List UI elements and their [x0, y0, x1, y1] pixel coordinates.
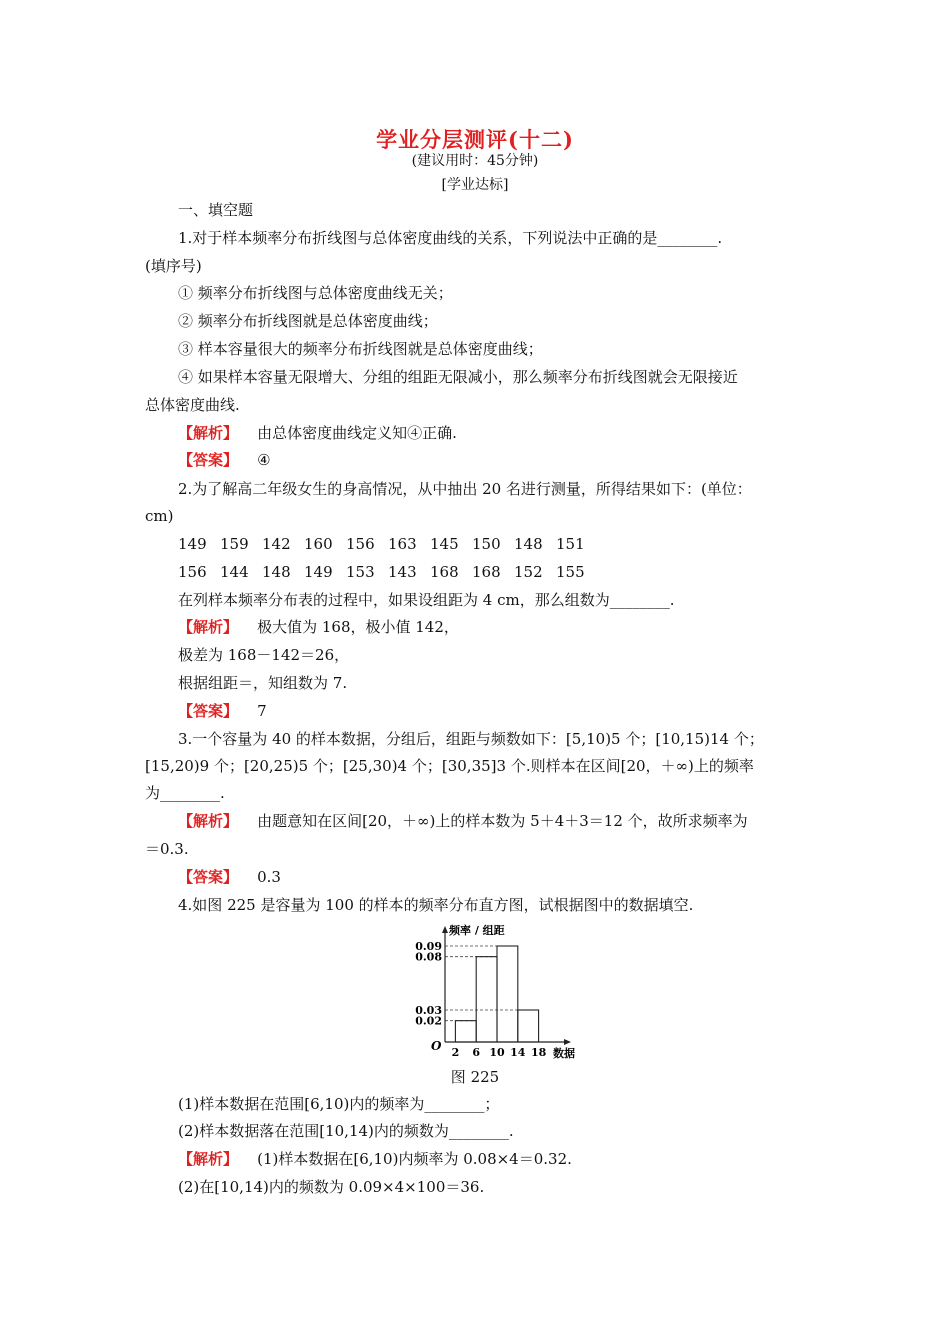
- q2-data-row-2: [178, 562, 598, 582]
- data-cell: 149: [304, 563, 333, 581]
- section-tag: [学业达标]: [441, 177, 509, 193]
- histogram-bar: [518, 1010, 539, 1042]
- analysis-tag: 【解析】: [178, 812, 239, 830]
- q2-stem: 2.为了解高二年级女生的身高情况，从中抽出 20 名进行测量，所得结果如下：(单位：: [178, 480, 752, 498]
- analysis-tag: 【解析】: [178, 618, 239, 636]
- y-tick-label: 0.02: [415, 1014, 442, 1028]
- data-cell: 152: [514, 563, 543, 581]
- data-cell: 145: [430, 535, 459, 553]
- q2-stem-cont: cm): [145, 507, 174, 525]
- q3-stem-cont: [15,20)9 个；[20,25)5 个；[25,30)4 个；[30,35]3 个.则样本在区间[20，＋∞)上的频率: [145, 757, 754, 775]
- analysis-text: 极大值为 168，极小值 142，: [257, 618, 459, 636]
- data-cell: 148: [262, 563, 291, 581]
- x-tick-label: 2: [451, 1046, 460, 1059]
- q1-option-4-cont: 总体密度曲线.: [145, 396, 240, 414]
- data-cell: 163: [388, 535, 417, 553]
- histogram-figure: [405, 920, 580, 1060]
- y-axis-label: 频率 / 组距: [449, 924, 505, 937]
- x-tick-label: 10: [489, 1046, 505, 1059]
- analysis-tag: 【解析】: [178, 424, 239, 442]
- q2-analysis-line-3: 根据组距＝，知组数为 7.: [178, 674, 348, 692]
- data-cell: 151: [556, 535, 585, 553]
- q4-sub-2: (2)样本数据落在范围[10,14)内的频数为________.: [178, 1122, 514, 1140]
- q4-sub-1: (1)样本数据在范围[6,10)内的频率为________；: [178, 1095, 500, 1113]
- x-tick-label: 18: [530, 1046, 547, 1059]
- data-cell: 160: [304, 535, 333, 553]
- answer-text: ④: [257, 451, 271, 469]
- q1-stem-cont: (填序号): [145, 257, 202, 275]
- q1-answer: [178, 450, 271, 470]
- y-axis-arrow: [442, 926, 448, 933]
- q2-analysis: [178, 617, 459, 637]
- x-axis-label: 数据: [553, 1047, 575, 1060]
- answer-text: 7: [257, 702, 267, 720]
- data-cell: 143: [388, 563, 417, 581]
- answer-tag: 【答案】: [178, 868, 239, 886]
- answer-tag: 【答案】: [178, 451, 239, 469]
- data-cell: 153: [346, 563, 375, 581]
- page-title: 学业分层测评(十二): [376, 127, 574, 152]
- answer-tag: 【答案】: [178, 702, 239, 720]
- section-heading: 一、填空题: [178, 201, 254, 219]
- data-cell: 144: [220, 563, 249, 581]
- x-tick-label: 6: [472, 1046, 481, 1059]
- page-subtitle: (建议用时：45分钟): [411, 153, 539, 169]
- histogram-chart: [405, 920, 580, 1060]
- figure-caption: 图 225: [450, 1068, 500, 1086]
- q1-stem: 1.对于样本频率分布折线图与总体密度曲线的关系，下列说法中正确的是________.: [178, 229, 723, 247]
- data-cell: 168: [430, 563, 459, 581]
- data-cell: 156: [346, 535, 375, 553]
- data-cell: 142: [262, 535, 291, 553]
- q3-stem-end: 为________.: [145, 784, 225, 802]
- x-tick-label: 14: [510, 1046, 526, 1059]
- y-tick-label: 0.08: [415, 950, 442, 964]
- histogram-bar: [455, 1021, 476, 1042]
- q3-analysis-cont: ＝0.3.: [145, 840, 189, 858]
- q2-data-row-1: [178, 534, 598, 554]
- y-tick-label: 0.09: [415, 940, 442, 953]
- q1-option-4: ④ 如果样本容量无限增大、分组的组距无限减小，那么频率分布折线图就会无限接近: [178, 368, 738, 386]
- analysis-tag: 【解析】: [178, 1150, 239, 1168]
- q2-answer: [178, 701, 267, 721]
- origin-label: O: [431, 1039, 442, 1053]
- q4-analysis: [178, 1149, 572, 1169]
- data-cell: 168: [472, 563, 501, 581]
- data-cell: 148: [514, 535, 543, 553]
- q4-analysis-line-2: (2)在[10,14)内的频数为 0.09×4×100＝36.: [178, 1178, 485, 1196]
- q1-option-1: ① 频率分布折线图与总体密度曲线无关；: [178, 284, 453, 302]
- q3-analysis: [178, 811, 748, 831]
- answer-text: 0.3: [257, 868, 281, 886]
- y-tick-label: 0.03: [415, 1004, 442, 1017]
- data-cell: 150: [472, 535, 501, 553]
- q3-answer: [178, 867, 281, 887]
- q1-option-2: ② 频率分布折线图就是总体密度曲线；: [178, 312, 438, 330]
- q2-question: 在列样本频率分布表的过程中，如果设组距为 4 cm，那么组数为________.: [178, 591, 675, 609]
- q1-option-3: ③ 样本容量很大的频率分布折线图就是总体密度曲线；: [178, 340, 543, 358]
- histogram-bar: [476, 957, 497, 1042]
- analysis-text: (1)样本数据在[6,10)内频率为 0.08×4＝0.32.: [257, 1150, 572, 1168]
- histogram-bar: [497, 946, 518, 1042]
- data-cell: 149: [178, 535, 207, 553]
- x-axis-arrow: [564, 1039, 571, 1045]
- analysis-text: 由题意知在区间[20，＋∞)上的样本数为 5＋4＋3＝12 个，故所求频率为: [257, 812, 748, 830]
- data-cell: 159: [220, 535, 249, 553]
- q3-stem: 3.一个容量为 40 的样本数据，分组后，组距与频数如下：[5,10)5 个；[10,15)14 个；: [178, 730, 764, 748]
- data-cell: 155: [556, 563, 585, 581]
- analysis-text: 由总体密度曲线定义知④正确.: [257, 424, 457, 442]
- data-cell: 156: [178, 563, 207, 581]
- q2-analysis-line-2: 极差为 168－142＝26，: [178, 646, 350, 664]
- q4-stem: 4.如图 225 是容量为 100 的样本的频率分布直方图，试根据图中的数据填空.: [178, 896, 694, 914]
- q1-analysis: [178, 423, 457, 443]
